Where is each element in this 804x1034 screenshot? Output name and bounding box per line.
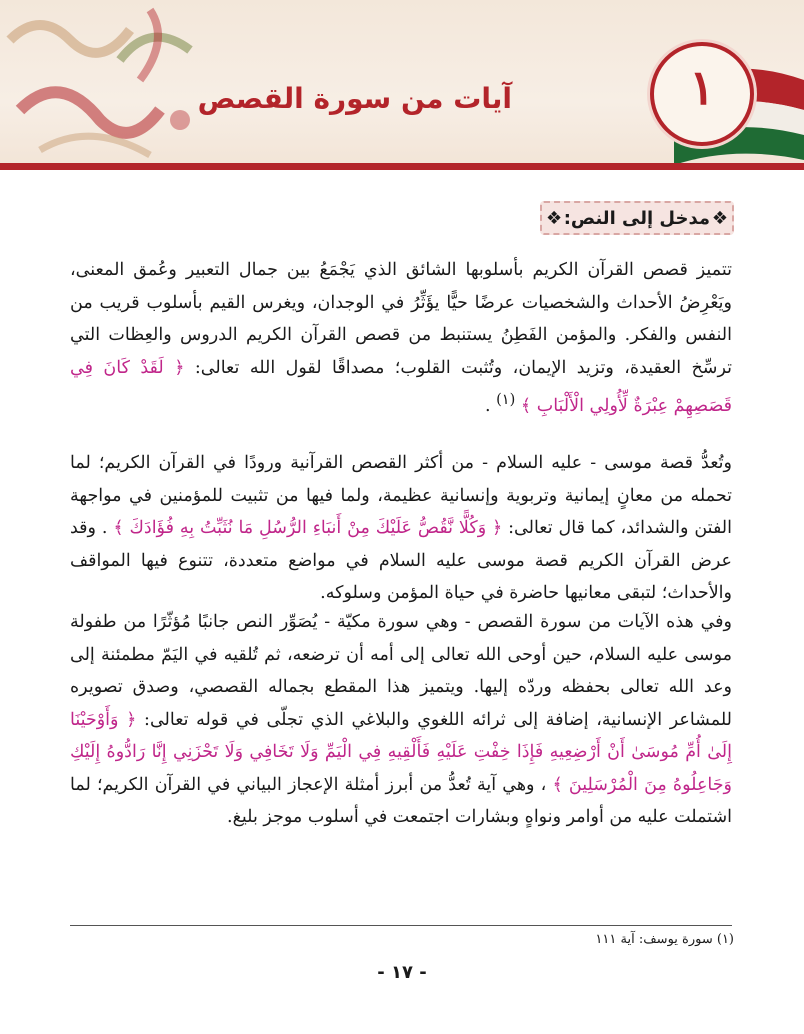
paragraph-intro — [70, 254, 732, 422]
lesson-number-badge — [650, 42, 754, 146]
page-header — [0, 0, 804, 170]
paragraph-text: ، وهي آية تُعدُّ من أبرز أمثلة الإعجاز البياني في القرآن الكريم؛ لما اشتملت عليه من أوامر ونواهٍ وبشارات اجتمعت في أسلوب موجز بليغ. — [70, 774, 732, 827]
quran-verse: ﴿ وَأَوْحَيْنَا إِلَىٰ أُمِّ مُوسَىٰ أَنْ أَرْضِعِيهِ فَإِذَا خِفْتِ عَلَيْهِ فَأَلْقِيهِ فِي الْيَمِّ وَلَا تَخَافِي وَلَا تَحْزَنِي إِنَّا رَادُّوهُ إِلَيْكِ وَجَاعِلُوهُ مِنَ الْمُرْسَلِينَ ﴾ — [70, 709, 732, 795]
paragraph-text: تتميز قصص القرآن الكريم بأسلوبها الشائق الذي يَجْمَعُ بين جمال التعبير وعُمق المعنى، ويَعْرِضُ الأحداث والشخصيات عرضًا حيًّا يؤَثِّرُ في الوجدان، ويغرس القيم بأسلوب قريب من النفس والفكر. والمؤمن الفَطِنُ يستنبط من قصص القرآن الكريم الدروس والعِظات التي ترسِّخ العقيدة، وتزيد الإيمان، وتُثبت القلوب؛ مصداقًا لقول الله تعالى: — [70, 260, 732, 378]
section-label-box — [540, 201, 734, 235]
paragraph-text: وتُعدُّ قصة موسى - عليه السلام - من أكثر القصص القرآنية ورودًا في القرآن الكريم؛ لما تحمله من معانٍ إيمانية وتربوية وإنسانية عظيمة، ولما فيها من تثبيت للمؤمنين في مواجهة الفتن والشدائد، كما قال تعالى: — [70, 453, 732, 538]
paragraph-text: . وقد عرض القرآن الكريم قصة موسى عليه السلام في مواضع متعددة، تتنوع فيها المواقف والأحداث؛ لتبقى معانيها حاضرة في حياة المؤمن وسلوكه. — [70, 518, 732, 603]
ornament-icon: ❖ — [711, 208, 728, 229]
page-title: آيات من سورة القصص — [197, 82, 512, 115]
paragraph-moses — [70, 447, 732, 610]
page-number: - ١٧ - — [377, 962, 427, 983]
paragraph-text: وفي هذه الآيات من سورة القصص - وهي سورة مكيّة - يُصَوِّر النص جانبًا مُؤثّرًا من طفولة موسى عليه السلام، حين أوحى الله تعالى إلى أمه أن ترضعه، ثم تُلقيه في اليَمّ مطمئنة إلى وعد الله تعالى بحفظه وردّه إليها. ويتميز هذا المقطع بجماله القصصي، وصدق تصويره للمشاعر الإنسانية، إضافة إلى ثرائه اللغوي والبلاغي الذي تجلّى في قوله تعالى: — [70, 612, 732, 730]
quran-verse: ﴿ وَكُلًّا نَّقُصُّ عَلَيْكَ مِنْ أَنبَاءِ الرُّسُلِ مَا نُثَبِّتُ بِهِ فُؤَادَكَ ﴾ — [113, 518, 503, 538]
ornament-icon: ❖ — [546, 208, 563, 229]
footnote-ref: (١) — [496, 391, 516, 408]
quran-verse: ﴿ لَقَدْ كَانَ فِي قَصَصِهِمْ عِبْرَةٌ لِّأُولِي الْأَلْبَابِ ﴾ — [70, 357, 732, 416]
header-divider — [0, 163, 804, 170]
paragraph-end: . — [484, 395, 491, 416]
footnote: (١) سورة يوسف: آية ١١١ — [595, 932, 734, 947]
footnote-divider — [70, 925, 732, 926]
paragraph-surah — [70, 606, 732, 834]
section-label: مدخل إلى النص: — [563, 208, 710, 229]
lesson-number: ١ — [689, 60, 715, 116]
